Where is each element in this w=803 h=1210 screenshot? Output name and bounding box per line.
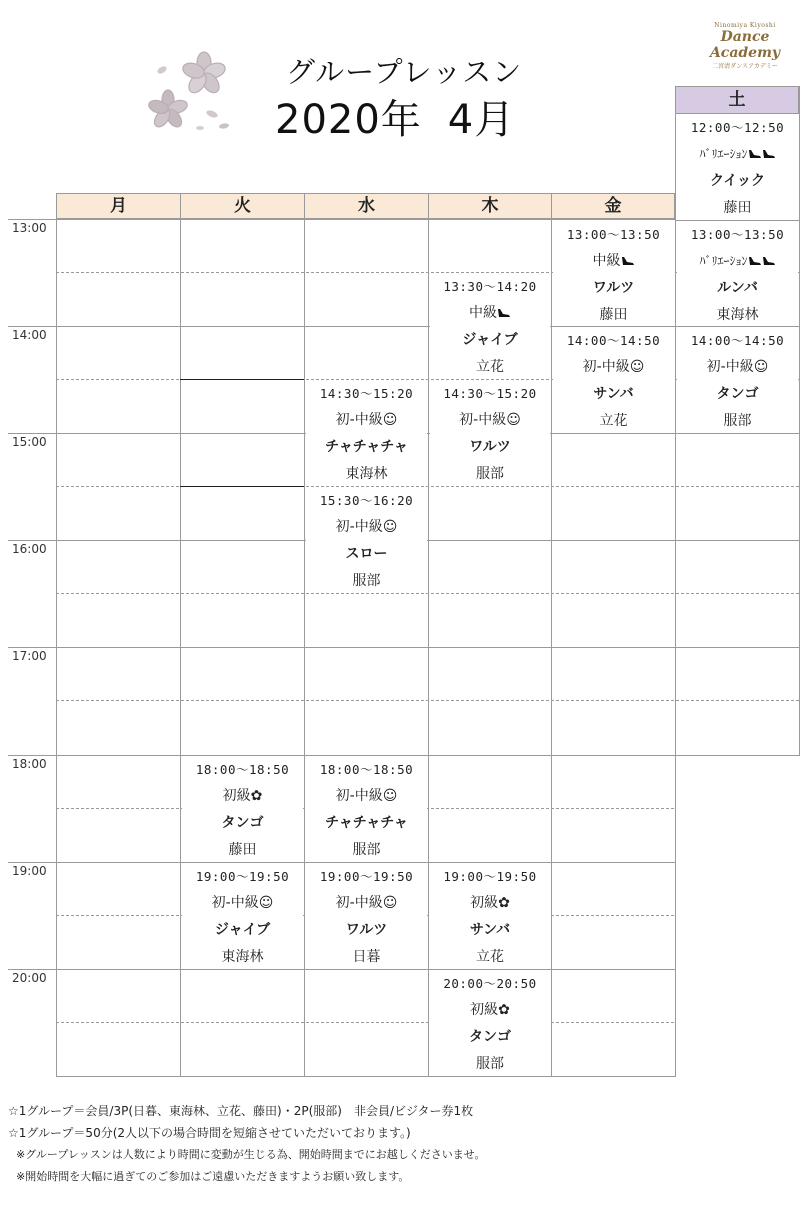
note-line: ☆1グループ＝50分(2人以下の場合時間を短縮させていただいております。) <box>8 1126 411 1140</box>
lesson-level: 初級✿ <box>470 1002 510 1018</box>
footnotes <box>8 1100 485 1188</box>
lesson-teacher: 藤田 <box>228 842 257 858</box>
lesson-teacher: 服部 <box>476 466 504 482</box>
time-label-1800: 18:00 <box>12 757 47 771</box>
lesson-dance: ワルツ <box>592 280 635 296</box>
lesson-teacher: 服部 <box>476 1056 504 1072</box>
heel-shoe-icon <box>748 149 762 159</box>
lesson-teacher: 立花 <box>476 359 504 375</box>
lesson-level: 初-中級☺ <box>335 895 398 911</box>
lesson-level: 初-中級☺ <box>459 412 521 428</box>
lesson-teacher: 東海林 <box>716 307 759 323</box>
lesson-level: 初級✿ <box>222 788 263 804</box>
lesson-time: 12:00～12:50 <box>690 120 785 135</box>
time-label-1700: 17:00 <box>12 649 47 663</box>
lesson-teacher: 服部 <box>723 413 752 429</box>
year-label: 2020年 <box>275 97 422 143</box>
lesson-level <box>676 141 799 168</box>
lesson-dance: スロー <box>345 546 388 562</box>
lesson-level: 初-中級☺ <box>335 788 398 804</box>
lesson-level <box>552 248 675 275</box>
month-label: 4月 <box>447 97 516 143</box>
lesson-dance: タンゴ <box>221 815 264 831</box>
lesson-thu-1330 <box>429 273 551 381</box>
lesson-teacher: 東海林 <box>221 949 264 965</box>
lesson-teacher: 服部 <box>352 842 381 858</box>
lesson-sat-1300 <box>676 221 799 329</box>
lesson-teacher: 東海林 <box>345 466 388 482</box>
logo-line1: Ninomiya Kiyoshi <box>714 22 776 29</box>
lesson-dance: ジャイブ <box>462 332 518 348</box>
lesson-dance: クイック <box>709 173 766 189</box>
lesson-time: 19:00～19:50 <box>195 869 290 884</box>
lesson-time: 13:30～14:20 <box>443 279 537 294</box>
lesson-level: 初級✿ <box>470 895 510 911</box>
lesson-time: 14:00～14:50 <box>566 333 661 348</box>
lesson-time: 14:30～15:20 <box>319 386 414 401</box>
lesson-teacher: 立花 <box>476 949 504 965</box>
lesson-level-text: 中級 <box>469 305 497 321</box>
lesson-sat-1400 <box>676 327 799 435</box>
time-label-1300: 13:00 <box>12 221 47 235</box>
header-saturday: 土 <box>675 86 799 114</box>
lesson-fri-1400 <box>552 327 675 435</box>
note-line: ※開始時間を大幅に過ぎてのご参加はご遠慮いただきますようお願い致します。 <box>16 1170 410 1183</box>
header-friday: 金 <box>551 193 675 219</box>
lesson-level: 初-中級☺ <box>335 519 398 535</box>
lesson-tue-1800 <box>181 756 304 864</box>
heel-shoe-icon <box>748 256 762 266</box>
lesson-level <box>429 300 551 327</box>
lesson-time: 13:00～13:50 <box>690 227 785 242</box>
time-label-1500: 15:00 <box>12 435 47 449</box>
lesson-time: 20:00～20:50 <box>443 976 537 991</box>
lesson-fri-1300 <box>552 221 675 329</box>
lesson-level: 初-中級☺ <box>335 412 398 428</box>
lesson-wed-1430 <box>305 380 428 488</box>
page-title: グループレッスン <box>286 55 523 89</box>
lesson-sat-1200 <box>676 114 799 222</box>
lesson-dance: ワルツ <box>469 439 511 455</box>
lesson-time: 19:00～19:50 <box>443 869 537 884</box>
heel-shoe-icon <box>497 308 511 318</box>
lesson-level: 初-中級☺ <box>706 359 769 375</box>
header-monday: 月 <box>56 193 180 219</box>
lesson-dance: タンゴ <box>469 1029 511 1045</box>
time-label-1400: 14:00 <box>12 328 47 342</box>
lesson-teacher: 立花 <box>599 413 628 429</box>
lesson-teacher: 日暮 <box>352 949 381 965</box>
lesson-teacher: 服部 <box>352 573 381 589</box>
lesson-dance: ワルツ <box>345 922 388 938</box>
lesson-wed-1800 <box>305 756 428 864</box>
lesson-level-text: 中級 <box>592 253 621 269</box>
lesson-time: 13:00～13:50 <box>566 227 661 242</box>
lesson-dance: サンバ <box>469 922 511 938</box>
header-thursday: 木 <box>428 193 551 219</box>
header-wednesday: 水 <box>304 193 428 219</box>
logo-line3: 二宮清ダンスアカデミー <box>712 63 778 70</box>
lesson-level: 初-中級☺ <box>211 895 274 911</box>
note-line: ※グループレッスンは人数により時間に変動が生じる為、開始時間までにお越しくださいませ。 <box>16 1148 486 1161</box>
lesson-thu-1900 <box>429 863 551 971</box>
lesson-dance: ルンバ <box>717 280 758 296</box>
lesson-level-text: ﾊﾞﾘｴｰｼｮﾝ <box>699 147 748 161</box>
lesson-level-text: ﾊﾞﾘｴｰｼｮﾝ <box>699 254 748 268</box>
time-label-1900: 19:00 <box>12 864 47 878</box>
heel-shoe-icon <box>621 256 635 266</box>
lesson-time: 14:30～15:20 <box>443 386 537 401</box>
lesson-time: 14:00～14:50 <box>690 333 785 348</box>
lesson-thu-1430 <box>429 380 551 488</box>
lesson-teacher: 藤田 <box>599 307 628 323</box>
lesson-time: 15:30～16:20 <box>319 493 414 508</box>
lesson-dance: チャチャチャ <box>325 815 408 831</box>
lesson-time: 18:00～18:50 <box>195 762 290 777</box>
lesson-time: 18:00～18:50 <box>319 762 414 777</box>
time-label-2000: 20:00 <box>12 971 47 985</box>
lesson-wed-1900 <box>305 863 428 971</box>
lesson-wed-1530 <box>305 487 428 595</box>
header-tuesday: 火 <box>180 193 304 219</box>
lesson-tue-1900 <box>181 863 304 971</box>
lesson-level <box>676 248 799 275</box>
logo-line2: Dance Academy <box>709 29 781 61</box>
time-label-1600: 16:00 <box>12 542 47 556</box>
heel-shoe-icon <box>762 256 776 266</box>
note-line: ☆1グループ＝会員/3P(日暮、東海林、立花、藤田)・2P(服部) 非会員/ビジター券1枚 <box>8 1104 474 1118</box>
lesson-level: 初-中級☺ <box>582 359 645 375</box>
lesson-dance: ジャイブ <box>214 922 271 938</box>
lesson-dance: サンバ <box>593 386 634 402</box>
lesson-thu-2000 <box>429 970 551 1078</box>
lesson-dance: チャチャチャ <box>325 439 408 455</box>
lesson-dance: タンゴ <box>716 386 759 402</box>
lesson-teacher: 藤田 <box>723 200 752 216</box>
lesson-time: 19:00～19:50 <box>319 869 414 884</box>
heel-shoe-icon <box>762 149 776 159</box>
